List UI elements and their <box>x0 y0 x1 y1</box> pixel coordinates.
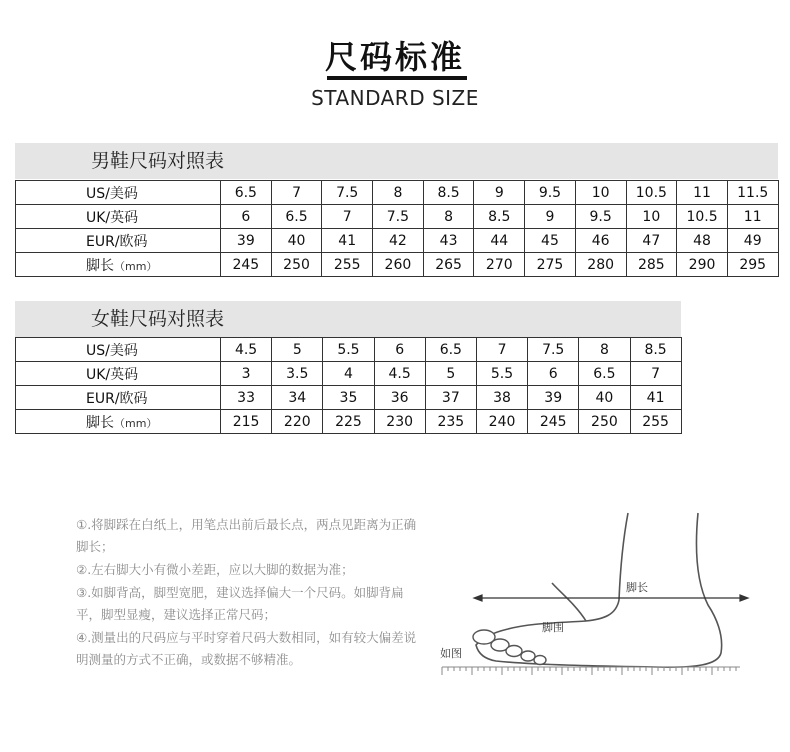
size-cell: 9 <box>474 181 525 205</box>
size-cell: 5 <box>272 338 323 362</box>
row-label-text: EUR/欧码 <box>86 390 148 407</box>
size-cell: 6.5 <box>425 338 476 362</box>
size-cell: 41 <box>630 386 681 410</box>
size-cell: 40 <box>579 386 630 410</box>
size-cell: 7 <box>630 362 681 386</box>
size-cell: 46 <box>575 229 626 253</box>
size-cell: 245 <box>221 253 272 277</box>
size-cell: 35 <box>323 386 374 410</box>
size-cell: 40 <box>271 229 322 253</box>
row-label-unit: （mm） <box>114 259 158 273</box>
size-cell: 38 <box>476 386 527 410</box>
size-cell: 9 <box>525 205 576 229</box>
size-cell: 39 <box>528 386 579 410</box>
row-label <box>16 205 221 229</box>
size-cell: 11.5 <box>727 181 778 205</box>
foot-width-label: 脚围 <box>542 621 564 634</box>
size-cell: 7 <box>476 338 527 362</box>
foot-measurement-diagram <box>436 505 756 685</box>
table-row <box>16 386 682 410</box>
size-cell: 7 <box>271 181 322 205</box>
row-label <box>16 362 221 386</box>
row-label-text: 脚长 <box>86 414 114 431</box>
table-row <box>16 362 682 386</box>
table-row <box>16 181 779 205</box>
table-row <box>16 205 779 229</box>
note-item: ③.如脚背高，脚型宽肥，建议选择偏大一个尺码。如脚背扁平，脚型显瘦，建议选择正常尺码； <box>76 585 404 622</box>
size-cell: 6.5 <box>221 181 272 205</box>
table-row <box>16 338 682 362</box>
row-label-text: UK/英码 <box>86 366 139 383</box>
size-cell: 49 <box>727 229 778 253</box>
size-cell: 245 <box>528 410 579 434</box>
size-cell: 11 <box>727 205 778 229</box>
size-cell: 255 <box>322 253 373 277</box>
row-label-text: UK/英码 <box>86 209 139 226</box>
size-cell: 3.5 <box>272 362 323 386</box>
size-cell: 270 <box>474 253 525 277</box>
size-cell: 8 <box>579 338 630 362</box>
page-title: 尺码标准 <box>324 38 465 76</box>
size-cell: 37 <box>425 386 476 410</box>
size-cell: 250 <box>271 253 322 277</box>
page-subtitle: STANDARD SIZE <box>311 86 479 110</box>
toes-icon <box>473 630 546 665</box>
size-cell: 3 <box>221 362 272 386</box>
row-label-unit: （mm） <box>114 416 158 430</box>
size-cell: 44 <box>474 229 525 253</box>
size-cell: 7.5 <box>322 181 373 205</box>
size-cell: 225 <box>323 410 374 434</box>
row-label <box>16 229 221 253</box>
size-cell: 265 <box>423 253 474 277</box>
measurement-notes <box>76 514 426 672</box>
size-cell: 39 <box>221 229 272 253</box>
row-label-text: US/美码 <box>86 342 138 359</box>
size-cell: 10 <box>575 181 626 205</box>
size-cell: 33 <box>221 386 272 410</box>
size-cell: 43 <box>423 229 474 253</box>
row-label <box>16 338 221 362</box>
size-cell: 285 <box>626 253 677 277</box>
example-label: 如图 <box>440 647 462 660</box>
size-cell: 8.5 <box>423 181 474 205</box>
note-item: ①.将脚踩在白纸上，用笔点出前后最长点，两点见距离为正确脚长； <box>76 517 417 554</box>
men-size-table <box>15 180 779 277</box>
size-cell: 9.5 <box>525 181 576 205</box>
size-cell: 4.5 <box>374 362 425 386</box>
foot-length-label: 脚长 <box>626 581 648 594</box>
women-size-table <box>15 337 682 434</box>
table-row <box>16 253 779 277</box>
size-cell: 7.5 <box>528 338 579 362</box>
row-label <box>16 386 221 410</box>
foot-outline <box>476 513 722 667</box>
size-cell: 36 <box>374 386 425 410</box>
size-cell: 34 <box>272 386 323 410</box>
size-cell: 215 <box>221 410 272 434</box>
size-cell: 6 <box>221 205 272 229</box>
size-cell: 220 <box>272 410 323 434</box>
size-cell: 290 <box>677 253 728 277</box>
size-cell: 250 <box>579 410 630 434</box>
size-cell: 8 <box>373 181 424 205</box>
title-underline <box>327 76 467 80</box>
size-cell: 260 <box>373 253 424 277</box>
size-cell: 230 <box>374 410 425 434</box>
size-cell: 10.5 <box>626 181 677 205</box>
size-cell: 8.5 <box>474 205 525 229</box>
size-cell: 47 <box>626 229 677 253</box>
note-item: ④.测量出的尺码应与平时穿着尺码大数相同，如有较大偏差说明测量的方式不正确，或数据不够精准。 <box>76 630 417 667</box>
size-cell: 6.5 <box>271 205 322 229</box>
size-cell: 275 <box>525 253 576 277</box>
size-cell: 9.5 <box>575 205 626 229</box>
size-cell: 295 <box>727 253 778 277</box>
size-cell: 8.5 <box>630 338 681 362</box>
men-table-title: 男鞋尺码对照表 <box>15 143 778 179</box>
size-cell: 10.5 <box>677 205 728 229</box>
size-cell: 235 <box>425 410 476 434</box>
size-cell: 5.5 <box>476 362 527 386</box>
size-cell: 41 <box>322 229 373 253</box>
table-row <box>16 410 682 434</box>
note-item: ②.左右脚大小有微小差距，应以大脚的数据为准； <box>76 562 354 577</box>
size-cell: 6 <box>374 338 425 362</box>
size-cell: 7 <box>322 205 373 229</box>
size-cell: 6.5 <box>579 362 630 386</box>
row-label-text: EUR/欧码 <box>86 233 148 250</box>
ruler <box>442 667 740 675</box>
row-label-text: 脚长 <box>86 257 114 274</box>
size-cell: 240 <box>476 410 527 434</box>
row-label-text: US/美码 <box>86 185 138 202</box>
size-cell: 255 <box>630 410 681 434</box>
row-label <box>16 181 221 205</box>
row-label <box>16 253 221 277</box>
size-cell: 5 <box>425 362 476 386</box>
size-cell: 45 <box>525 229 576 253</box>
women-table-title: 女鞋尺码对照表 <box>15 301 681 337</box>
size-cell: 5.5 <box>323 338 374 362</box>
size-cell: 4.5 <box>221 338 272 362</box>
size-cell: 6 <box>528 362 579 386</box>
size-cell: 42 <box>373 229 424 253</box>
table-row <box>16 229 779 253</box>
size-cell: 11 <box>677 181 728 205</box>
row-label <box>16 410 221 434</box>
size-cell: 8 <box>423 205 474 229</box>
foot-length-arrow <box>474 595 748 601</box>
size-cell: 280 <box>575 253 626 277</box>
size-cell: 48 <box>677 229 728 253</box>
size-cell: 7.5 <box>373 205 424 229</box>
size-cell: 10 <box>626 205 677 229</box>
size-cell: 4 <box>323 362 374 386</box>
